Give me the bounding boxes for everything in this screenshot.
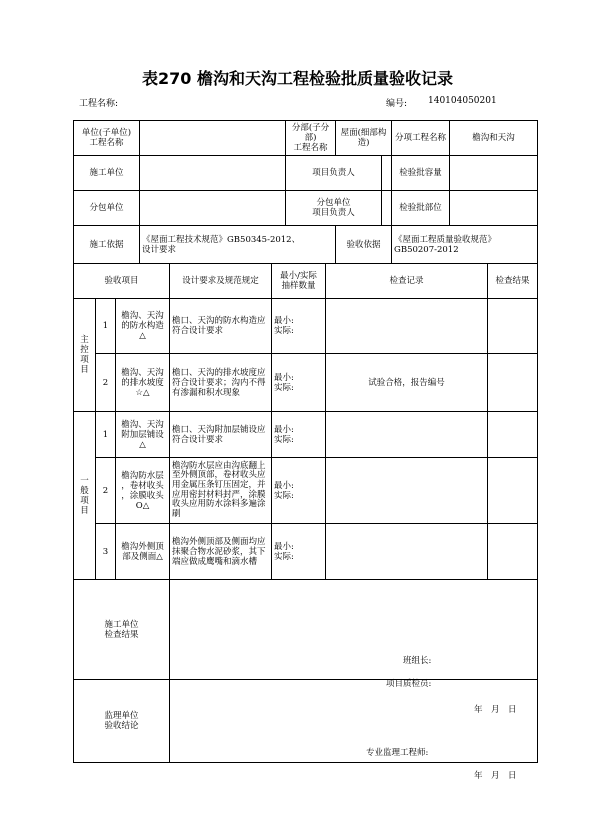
- supervision-date: 年 月 日: [474, 771, 517, 781]
- basis-value: 《屋面工程技术规范》GB50345-2012、 设计要求: [140, 226, 336, 264]
- table-row: [74, 580, 538, 680]
- check-record[interactable]: [326, 458, 488, 524]
- construction-check-label: 施工单位 检查结果: [74, 580, 170, 680]
- subunit-value: 屋面(细部构造): [336, 121, 392, 156]
- subcontract-unit-value[interactable]: [140, 191, 286, 226]
- item-requirement: 檐沟外侧顶部及侧面均应 抹聚合物水泥砂浆，其下 端应做成鹰嘴和滴水槽: [170, 524, 272, 580]
- item-requirement: 檐口、天沟的排水坡度应 符合设计要求；沟内不得 有渗漏和积水现象: [170, 354, 272, 412]
- check-record[interactable]: [326, 412, 488, 458]
- project-name-label: 工程名称:: [79, 99, 119, 109]
- team-leader-label: 班组长:: [403, 655, 432, 666]
- item-requirement: 檐口、天沟附加层铺设应 符合设计要求: [170, 412, 272, 458]
- page-title: 表270 檐沟和天沟工程检验批质量验收记录: [142, 69, 453, 88]
- construction-date: 年 月 日: [474, 704, 517, 715]
- number-label: 编号:: [386, 99, 408, 109]
- check-record[interactable]: [326, 299, 488, 354]
- supervision-label: 监理单位 验收结论: [74, 680, 170, 763]
- main-control-label: 主 控 项 目: [74, 299, 96, 412]
- construction-unit-label: 施工单位: [74, 156, 140, 191]
- table-row: [74, 226, 538, 264]
- table-row: [74, 156, 538, 191]
- item-name: 檐沟防水层 ，卷材收头 ，涂膜收头 O△: [116, 458, 170, 524]
- item-requirement: 檐沟防水层应由沟底翻上 至外侧顶部，卷材收头应 用金属压条钉压固定，并 应用密封材料封严，涂膜 收头应用防水涂料多遍涂 刷: [170, 458, 272, 524]
- table-row: [74, 299, 538, 354]
- row-number: 2: [96, 354, 116, 412]
- unit-label: 单位(子单位) 工程名称: [74, 121, 140, 156]
- subitem-value: 檐沟和天沟: [450, 121, 538, 156]
- table-row: [74, 524, 538, 580]
- project-leader-label: 项目负责人: [286, 156, 382, 191]
- check-record[interactable]: 试验合格，报告编号: [326, 354, 488, 412]
- row-number: 1: [96, 299, 116, 354]
- general-items-label: 一 般 项 目: [74, 412, 96, 580]
- sample-count: 最小: 实际:: [272, 354, 326, 412]
- inspection-record-table: [73, 120, 538, 781]
- batch-location-label: 检验批部位: [392, 191, 450, 226]
- table-row: [74, 680, 538, 763]
- check-result[interactable]: [488, 458, 538, 524]
- table-row: [74, 191, 538, 226]
- row-number: 1: [96, 412, 116, 458]
- project-leader-value[interactable]: [382, 156, 392, 191]
- construction-check-area[interactable]: [170, 580, 538, 715]
- subcontract-leader-value[interactable]: [382, 191, 392, 226]
- check-result[interactable]: [488, 354, 538, 412]
- column-header-sample: 最小/实际 抽样数量: [272, 264, 326, 299]
- sample-count: 最小: 实际:: [272, 299, 326, 354]
- check-record[interactable]: [326, 524, 488, 580]
- row-number: 2: [96, 458, 116, 524]
- unit-value[interactable]: [140, 121, 286, 156]
- row-number: 3: [96, 524, 116, 580]
- check-result[interactable]: [488, 412, 538, 458]
- batch-capacity-label: 检验批容量: [392, 156, 450, 191]
- sample-count: 最小: 实际:: [272, 458, 326, 524]
- subcontract-unit-label: 分包单位: [74, 191, 140, 226]
- item-name: 檐沟、天沟 的防水构造 △: [116, 299, 170, 354]
- sample-count: 最小: 实际:: [272, 412, 326, 458]
- item-name: 檐沟、天沟 的排水坡度 ☆△: [116, 354, 170, 412]
- column-header-record: 检查记录: [326, 264, 488, 299]
- quality-inspector-label: 项目质检员:: [386, 678, 432, 689]
- check-result[interactable]: [488, 524, 538, 580]
- table-header-row: [74, 264, 538, 299]
- number-value: 140104050201: [428, 96, 497, 106]
- table-row: [74, 412, 538, 458]
- supervision-area[interactable]: [170, 680, 538, 781]
- table-row: [74, 354, 538, 412]
- item-name: 檐沟外侧顶 部及侧面△: [116, 524, 170, 580]
- item-requirement: 檐口、天沟的防水构造应 符合设计要求: [170, 299, 272, 354]
- column-header-item: 验收项目: [74, 264, 170, 299]
- sample-count: 最小: 实际:: [272, 524, 326, 580]
- subcontract-leader-label: 分包单位 项目负责人: [286, 191, 382, 226]
- construction-unit-value[interactable]: [140, 156, 286, 191]
- subitem-label: 分项工程名称: [392, 121, 450, 156]
- table-row: [74, 121, 538, 156]
- acceptance-basis-value: 《屋面工程质量验收规范》 GB50207-2012: [392, 226, 538, 264]
- column-header-requirement: 设计要求及规范规定: [170, 264, 272, 299]
- table-row: [74, 458, 538, 524]
- check-result[interactable]: [488, 299, 538, 354]
- acceptance-basis-label: 验收依据: [336, 226, 392, 264]
- subunit-label: 分部(子分部) 工程名称: [286, 121, 336, 156]
- basis-label: 施工依据: [74, 226, 140, 264]
- supervision-engineer-label: 专业监理工程师:: [366, 748, 429, 758]
- item-name: 檐沟、天沟 附加层铺设 △: [116, 412, 170, 458]
- column-header-result: 检查结果: [488, 264, 538, 299]
- batch-capacity-value[interactable]: [450, 156, 538, 191]
- batch-location-value[interactable]: [450, 191, 538, 226]
